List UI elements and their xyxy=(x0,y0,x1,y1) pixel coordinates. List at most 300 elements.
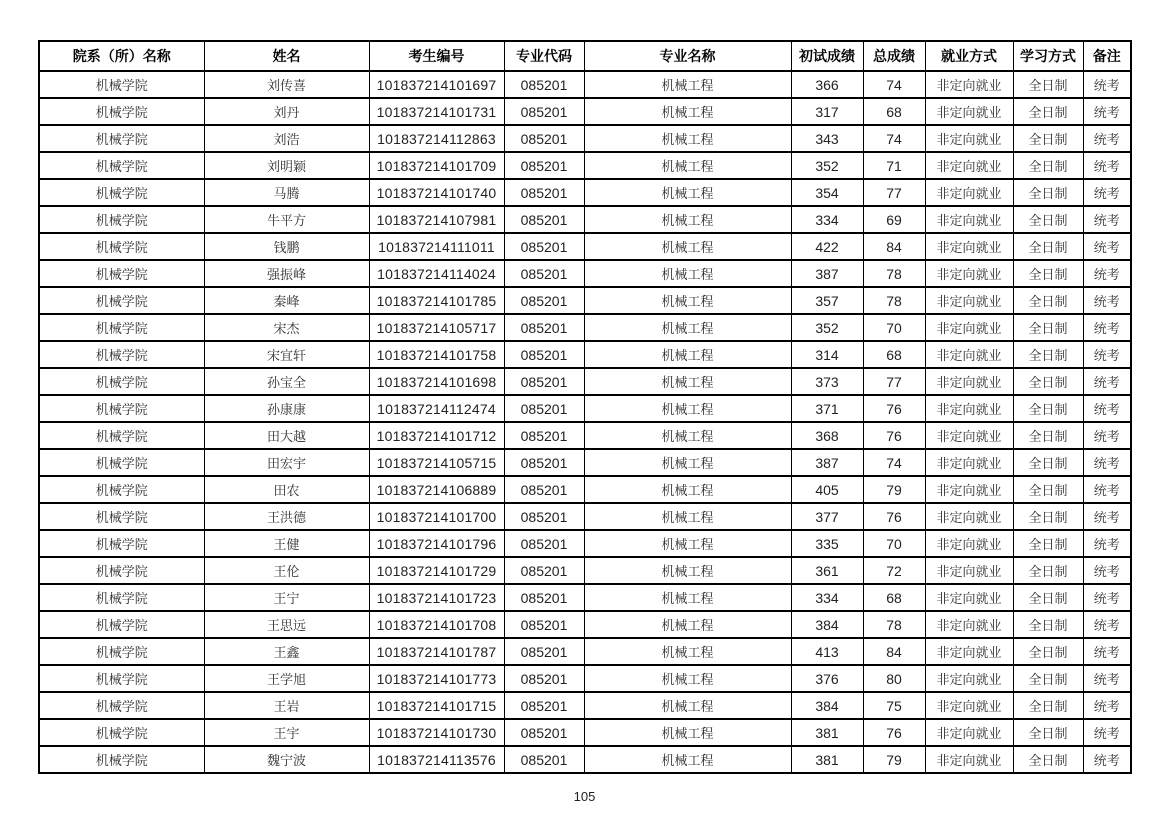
table-cell: 76 xyxy=(863,719,925,746)
table-cell: 085201 xyxy=(504,638,584,665)
table-cell: 387 xyxy=(791,260,863,287)
table-cell: 机械学院 xyxy=(39,341,204,368)
table-cell: 王岩 xyxy=(204,692,369,719)
table-cell: 机械工程 xyxy=(584,395,791,422)
table-cell: 非定向就业 xyxy=(925,152,1013,179)
table-cell: 机械工程 xyxy=(584,476,791,503)
table-cell: 机械学院 xyxy=(39,422,204,449)
table-cell: 全日制 xyxy=(1013,422,1083,449)
table-row xyxy=(39,638,1131,665)
table-cell: 统考 xyxy=(1083,125,1131,152)
column-header: 院系（所）名称 xyxy=(39,41,204,71)
table-cell: 统考 xyxy=(1083,287,1131,314)
table-cell: 机械工程 xyxy=(584,368,791,395)
table-cell: 机械学院 xyxy=(39,368,204,395)
table-cell: 统考 xyxy=(1083,719,1131,746)
table-cell: 101837214111011 xyxy=(369,233,504,260)
table-cell: 366 xyxy=(791,71,863,98)
table-cell: 机械工程 xyxy=(584,530,791,557)
table-cell: 刘明颖 xyxy=(204,152,369,179)
table-cell: 统考 xyxy=(1083,368,1131,395)
table-cell: 机械工程 xyxy=(584,746,791,773)
table-cell: 机械工程 xyxy=(584,422,791,449)
table-row xyxy=(39,557,1131,584)
table-cell: 非定向就业 xyxy=(925,611,1013,638)
table-cell: 非定向就业 xyxy=(925,260,1013,287)
table-cell: 非定向就业 xyxy=(925,638,1013,665)
table-cell: 085201 xyxy=(504,260,584,287)
table-cell: 101837214101796 xyxy=(369,530,504,557)
table-cell: 75 xyxy=(863,692,925,719)
table-row xyxy=(39,368,1131,395)
table-cell: 76 xyxy=(863,395,925,422)
table-cell: 全日制 xyxy=(1013,98,1083,125)
table-cell: 101837214101731 xyxy=(369,98,504,125)
table-cell: 强振峰 xyxy=(204,260,369,287)
table-row xyxy=(39,206,1131,233)
table-cell: 70 xyxy=(863,314,925,341)
table-cell: 384 xyxy=(791,611,863,638)
table-cell: 101837214113576 xyxy=(369,746,504,773)
table-cell: 085201 xyxy=(504,206,584,233)
table-cell: 机械工程 xyxy=(584,287,791,314)
table-cell: 全日制 xyxy=(1013,557,1083,584)
table-cell: 机械学院 xyxy=(39,98,204,125)
table-cell: 机械学院 xyxy=(39,206,204,233)
table-cell: 334 xyxy=(791,206,863,233)
table-cell: 377 xyxy=(791,503,863,530)
table-cell: 机械工程 xyxy=(584,638,791,665)
table-cell: 田大越 xyxy=(204,422,369,449)
table-cell: 085201 xyxy=(504,665,584,692)
table-cell: 统考 xyxy=(1083,692,1131,719)
table-cell: 非定向就业 xyxy=(925,98,1013,125)
table-row xyxy=(39,746,1131,773)
table-cell: 101837214101787 xyxy=(369,638,504,665)
table-cell: 84 xyxy=(863,638,925,665)
table-cell: 全日制 xyxy=(1013,395,1083,422)
table-cell: 统考 xyxy=(1083,638,1131,665)
table-cell: 413 xyxy=(791,638,863,665)
table-cell: 101837214101708 xyxy=(369,611,504,638)
table-cell: 085201 xyxy=(504,71,584,98)
table-cell: 085201 xyxy=(504,179,584,206)
table-cell: 机械工程 xyxy=(584,260,791,287)
table-cell: 非定向就业 xyxy=(925,395,1013,422)
table-cell: 84 xyxy=(863,233,925,260)
table-cell: 机械学院 xyxy=(39,287,204,314)
table-cell: 085201 xyxy=(504,395,584,422)
table-cell: 368 xyxy=(791,422,863,449)
table-cell: 非定向就业 xyxy=(925,125,1013,152)
table-cell: 全日制 xyxy=(1013,638,1083,665)
table-cell: 统考 xyxy=(1083,611,1131,638)
column-header: 学习方式 xyxy=(1013,41,1083,71)
table-cell: 76 xyxy=(863,503,925,530)
table-cell: 373 xyxy=(791,368,863,395)
table-cell: 70 xyxy=(863,530,925,557)
table-cell: 王洪德 xyxy=(204,503,369,530)
table-row xyxy=(39,665,1131,692)
table-cell: 全日制 xyxy=(1013,746,1083,773)
table-cell: 全日制 xyxy=(1013,611,1083,638)
table-cell: 非定向就业 xyxy=(925,584,1013,611)
table-cell: 全日制 xyxy=(1013,665,1083,692)
table-row xyxy=(39,692,1131,719)
table-cell: 361 xyxy=(791,557,863,584)
table-cell: 全日制 xyxy=(1013,719,1083,746)
table-cell: 全日制 xyxy=(1013,530,1083,557)
table-cell: 统考 xyxy=(1083,98,1131,125)
table-cell: 全日制 xyxy=(1013,287,1083,314)
table-row xyxy=(39,584,1131,611)
table-cell: 机械学院 xyxy=(39,233,204,260)
table-cell: 全日制 xyxy=(1013,179,1083,206)
table-cell: 101837214101709 xyxy=(369,152,504,179)
table-cell: 秦峰 xyxy=(204,287,369,314)
table-cell: 全日制 xyxy=(1013,692,1083,719)
table-cell: 统考 xyxy=(1083,503,1131,530)
table-cell: 机械学院 xyxy=(39,503,204,530)
table-row xyxy=(39,71,1131,98)
table-cell: 085201 xyxy=(504,233,584,260)
table-cell: 机械工程 xyxy=(584,449,791,476)
table-cell: 085201 xyxy=(504,557,584,584)
table-row xyxy=(39,719,1131,746)
table-cell: 101837214101729 xyxy=(369,557,504,584)
table-cell: 全日制 xyxy=(1013,503,1083,530)
table-cell: 80 xyxy=(863,665,925,692)
table-cell: 76 xyxy=(863,422,925,449)
table-cell: 非定向就业 xyxy=(925,422,1013,449)
table-cell: 101837214101698 xyxy=(369,368,504,395)
table-row xyxy=(39,287,1131,314)
table-cell: 非定向就业 xyxy=(925,746,1013,773)
table-cell: 机械工程 xyxy=(584,71,791,98)
table-cell: 全日制 xyxy=(1013,71,1083,98)
table-row xyxy=(39,422,1131,449)
table-cell: 王鑫 xyxy=(204,638,369,665)
table-row xyxy=(39,341,1131,368)
table-cell: 刘丹 xyxy=(204,98,369,125)
table-cell: 101837214101715 xyxy=(369,692,504,719)
table-cell: 机械学院 xyxy=(39,557,204,584)
table-cell: 387 xyxy=(791,449,863,476)
table-cell: 68 xyxy=(863,584,925,611)
table-cell: 统考 xyxy=(1083,395,1131,422)
table-cell: 统考 xyxy=(1083,746,1131,773)
table-cell: 非定向就业 xyxy=(925,287,1013,314)
table-cell: 77 xyxy=(863,368,925,395)
column-header: 备注 xyxy=(1083,41,1131,71)
table-row xyxy=(39,233,1131,260)
table-cell: 085201 xyxy=(504,719,584,746)
table-cell: 孙宝全 xyxy=(204,368,369,395)
table-cell: 381 xyxy=(791,746,863,773)
table-cell: 68 xyxy=(863,98,925,125)
table-cell: 机械工程 xyxy=(584,584,791,611)
table-cell: 孙康康 xyxy=(204,395,369,422)
table-cell: 101837214114024 xyxy=(369,260,504,287)
table-cell: 全日制 xyxy=(1013,260,1083,287)
table-cell: 钱鹏 xyxy=(204,233,369,260)
table-cell: 全日制 xyxy=(1013,314,1083,341)
table-cell: 非定向就业 xyxy=(925,179,1013,206)
table-cell: 机械学院 xyxy=(39,179,204,206)
table-cell: 非定向就业 xyxy=(925,719,1013,746)
table-cell: 343 xyxy=(791,125,863,152)
table-body xyxy=(39,71,1131,773)
table-cell: 全日制 xyxy=(1013,368,1083,395)
table-cell: 101837214101697 xyxy=(369,71,504,98)
table-cell: 非定向就业 xyxy=(925,530,1013,557)
table-cell: 统考 xyxy=(1083,665,1131,692)
table-cell: 101837214101773 xyxy=(369,665,504,692)
table-cell: 全日制 xyxy=(1013,584,1083,611)
table-cell: 机械学院 xyxy=(39,71,204,98)
table-cell: 317 xyxy=(791,98,863,125)
table-cell: 统考 xyxy=(1083,584,1131,611)
table-cell: 机械工程 xyxy=(584,611,791,638)
table-cell: 统考 xyxy=(1083,71,1131,98)
table-cell: 田农 xyxy=(204,476,369,503)
table-cell: 非定向就业 xyxy=(925,233,1013,260)
table-cell: 79 xyxy=(863,746,925,773)
table-cell: 085201 xyxy=(504,422,584,449)
table-cell: 机械学院 xyxy=(39,719,204,746)
table-cell: 机械工程 xyxy=(584,125,791,152)
table-cell: 统考 xyxy=(1083,476,1131,503)
table-cell: 085201 xyxy=(504,530,584,557)
table-cell: 全日制 xyxy=(1013,125,1083,152)
table-cell: 统考 xyxy=(1083,530,1131,557)
table-cell: 78 xyxy=(863,287,925,314)
table-cell: 非定向就业 xyxy=(925,206,1013,233)
table-cell: 非定向就业 xyxy=(925,503,1013,530)
table-cell: 085201 xyxy=(504,98,584,125)
table-cell: 085201 xyxy=(504,611,584,638)
table-cell: 352 xyxy=(791,314,863,341)
table-cell: 非定向就业 xyxy=(925,341,1013,368)
table-cell: 机械学院 xyxy=(39,314,204,341)
table-cell: 78 xyxy=(863,260,925,287)
table-row xyxy=(39,152,1131,179)
table-cell: 101837214101758 xyxy=(369,341,504,368)
table-cell: 非定向就业 xyxy=(925,368,1013,395)
table-cell: 085201 xyxy=(504,476,584,503)
table-cell: 王宇 xyxy=(204,719,369,746)
table-cell: 机械学院 xyxy=(39,611,204,638)
table-cell: 机械工程 xyxy=(584,179,791,206)
column-header: 考生编号 xyxy=(369,41,504,71)
table-cell: 机械学院 xyxy=(39,152,204,179)
table-cell: 机械工程 xyxy=(584,206,791,233)
table-cell: 085201 xyxy=(504,152,584,179)
column-header: 就业方式 xyxy=(925,41,1013,71)
table-cell: 085201 xyxy=(504,584,584,611)
table-cell: 统考 xyxy=(1083,179,1131,206)
table-cell: 马腾 xyxy=(204,179,369,206)
table-cell: 机械学院 xyxy=(39,125,204,152)
table-cell: 统考 xyxy=(1083,314,1131,341)
table-cell: 机械工程 xyxy=(584,719,791,746)
table-cell: 统考 xyxy=(1083,260,1131,287)
table-row xyxy=(39,125,1131,152)
table-cell: 机械学院 xyxy=(39,665,204,692)
table-cell: 101837214101785 xyxy=(369,287,504,314)
table-row xyxy=(39,260,1131,287)
table-cell: 085201 xyxy=(504,449,584,476)
table-cell: 101837214112863 xyxy=(369,125,504,152)
table-cell: 非定向就业 xyxy=(925,665,1013,692)
table-cell: 王学旭 xyxy=(204,665,369,692)
table-row xyxy=(39,611,1131,638)
table-cell: 全日制 xyxy=(1013,206,1083,233)
table-cell: 魏宁波 xyxy=(204,746,369,773)
table-cell: 统考 xyxy=(1083,152,1131,179)
table-row xyxy=(39,314,1131,341)
table-cell: 085201 xyxy=(504,341,584,368)
table-cell: 统考 xyxy=(1083,233,1131,260)
table-cell: 79 xyxy=(863,476,925,503)
table-row xyxy=(39,179,1131,206)
table-cell: 全日制 xyxy=(1013,476,1083,503)
table-cell: 机械学院 xyxy=(39,746,204,773)
table-cell: 422 xyxy=(791,233,863,260)
table-cell: 72 xyxy=(863,557,925,584)
table-cell: 非定向就业 xyxy=(925,314,1013,341)
table-cell: 381 xyxy=(791,719,863,746)
table-cell: 101837214105717 xyxy=(369,314,504,341)
table-cell: 王伦 xyxy=(204,557,369,584)
table-cell: 全日制 xyxy=(1013,449,1083,476)
table-cell: 非定向就业 xyxy=(925,557,1013,584)
table-cell: 机械学院 xyxy=(39,449,204,476)
table-cell: 统考 xyxy=(1083,206,1131,233)
table-cell: 机械工程 xyxy=(584,98,791,125)
table-cell: 宋杰 xyxy=(204,314,369,341)
table-row xyxy=(39,530,1131,557)
table-cell: 085201 xyxy=(504,125,584,152)
table-cell: 405 xyxy=(791,476,863,503)
table-cell: 335 xyxy=(791,530,863,557)
table-cell: 非定向就业 xyxy=(925,476,1013,503)
table-cell: 非定向就业 xyxy=(925,692,1013,719)
table-cell: 统考 xyxy=(1083,449,1131,476)
table-cell: 宋宜轩 xyxy=(204,341,369,368)
table-cell: 78 xyxy=(863,611,925,638)
table-cell: 机械学院 xyxy=(39,395,204,422)
table-cell: 371 xyxy=(791,395,863,422)
table-cell: 085201 xyxy=(504,503,584,530)
table-cell: 全日制 xyxy=(1013,152,1083,179)
table-cell: 非定向就业 xyxy=(925,71,1013,98)
table-cell: 统考 xyxy=(1083,557,1131,584)
table-cell: 机械学院 xyxy=(39,476,204,503)
table-cell: 机械学院 xyxy=(39,530,204,557)
table-cell: 68 xyxy=(863,341,925,368)
table-cell: 王宁 xyxy=(204,584,369,611)
table-cell: 全日制 xyxy=(1013,341,1083,368)
table-cell: 机械学院 xyxy=(39,638,204,665)
table-cell: 王思远 xyxy=(204,611,369,638)
table-cell: 统考 xyxy=(1083,341,1131,368)
table-cell: 全日制 xyxy=(1013,233,1083,260)
column-header: 姓名 xyxy=(204,41,369,71)
column-header: 专业代码 xyxy=(504,41,584,71)
table-cell: 085201 xyxy=(504,314,584,341)
table-cell: 101837214105715 xyxy=(369,449,504,476)
table-cell: 101837214106889 xyxy=(369,476,504,503)
table-row xyxy=(39,476,1131,503)
table-row xyxy=(39,503,1131,530)
table-cell: 101837214101723 xyxy=(369,584,504,611)
table-cell: 101837214107981 xyxy=(369,206,504,233)
column-header: 专业名称 xyxy=(584,41,791,71)
table-cell: 376 xyxy=(791,665,863,692)
table-cell: 机械工程 xyxy=(584,341,791,368)
table-cell: 354 xyxy=(791,179,863,206)
table-cell: 机械工程 xyxy=(584,692,791,719)
table-cell: 机械学院 xyxy=(39,692,204,719)
table-cell: 69 xyxy=(863,206,925,233)
table-cell: 101837214101730 xyxy=(369,719,504,746)
table-cell: 王健 xyxy=(204,530,369,557)
table-cell: 352 xyxy=(791,152,863,179)
table-cell: 机械工程 xyxy=(584,665,791,692)
column-header: 初试成绩 xyxy=(791,41,863,71)
page-number: 105 xyxy=(573,789,596,804)
table-cell: 101837214112474 xyxy=(369,395,504,422)
table-cell: 机械工程 xyxy=(584,233,791,260)
table-cell: 机械学院 xyxy=(39,260,204,287)
table-cell: 机械工程 xyxy=(584,314,791,341)
table-cell: 牛平方 xyxy=(204,206,369,233)
table-row xyxy=(39,395,1131,422)
table-cell: 刘浩 xyxy=(204,125,369,152)
table-cell: 384 xyxy=(791,692,863,719)
table-cell: 71 xyxy=(863,152,925,179)
table-cell: 101837214101700 xyxy=(369,503,504,530)
table-cell: 74 xyxy=(863,125,925,152)
table-cell: 085201 xyxy=(504,746,584,773)
table-cell: 机械工程 xyxy=(584,557,791,584)
table-header-row xyxy=(39,41,1131,71)
table-cell: 统考 xyxy=(1083,422,1131,449)
table-row xyxy=(39,98,1131,125)
table-cell: 101837214101712 xyxy=(369,422,504,449)
table-cell: 非定向就业 xyxy=(925,449,1013,476)
table-row xyxy=(39,449,1131,476)
table-cell: 334 xyxy=(791,584,863,611)
table-cell: 77 xyxy=(863,179,925,206)
admissions-table xyxy=(38,40,1132,774)
table-cell: 74 xyxy=(863,449,925,476)
column-header: 总成绩 xyxy=(863,41,925,71)
table-cell: 74 xyxy=(863,71,925,98)
table-cell: 085201 xyxy=(504,692,584,719)
table-cell: 314 xyxy=(791,341,863,368)
table-cell: 085201 xyxy=(504,287,584,314)
table-cell: 机械学院 xyxy=(39,584,204,611)
table-cell: 085201 xyxy=(504,368,584,395)
table-cell: 357 xyxy=(791,287,863,314)
table-cell: 机械工程 xyxy=(584,503,791,530)
table-cell: 机械工程 xyxy=(584,152,791,179)
table-cell: 刘传喜 xyxy=(204,71,369,98)
table-cell: 101837214101740 xyxy=(369,179,504,206)
table-cell: 田宏宇 xyxy=(204,449,369,476)
